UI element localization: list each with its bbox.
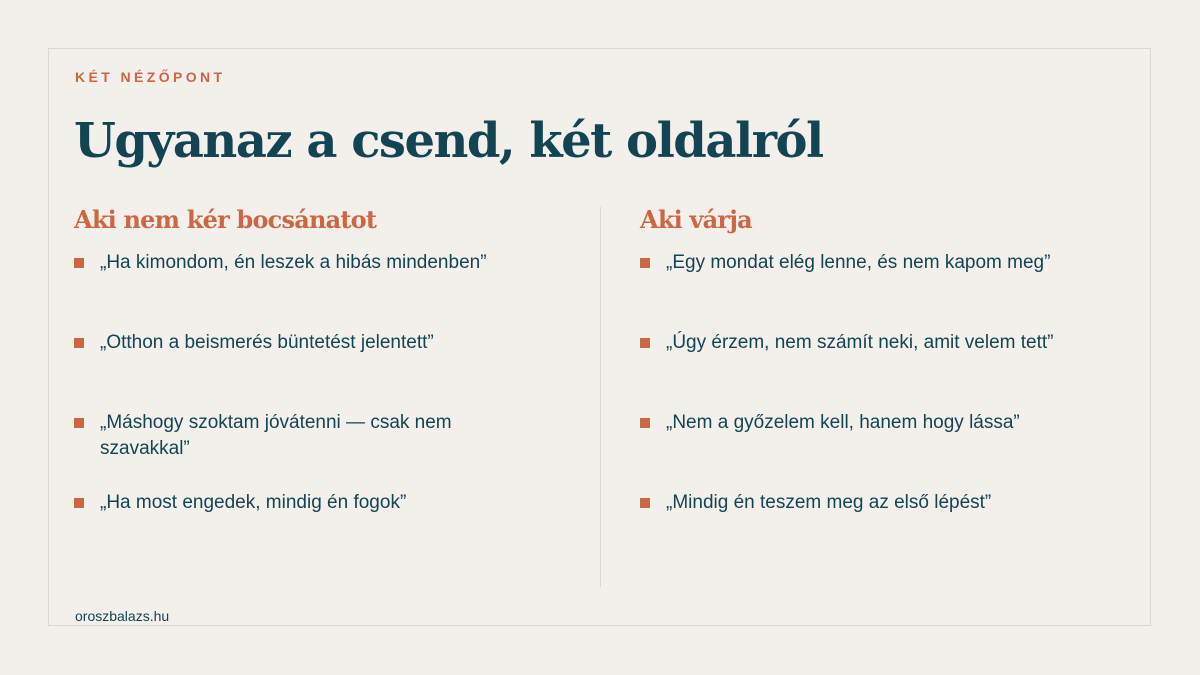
list-item (74, 250, 534, 276)
left-column (74, 205, 544, 513)
list-item (74, 490, 534, 516)
square-bullet-icon (74, 498, 84, 508)
list-item (74, 330, 534, 356)
list-item (640, 330, 1100, 356)
list-item (640, 410, 1100, 436)
left-column-heading: Aki nem kér bocsánatot (74, 205, 377, 234)
footer-link[interactable]: oroszbalazs.hu (75, 608, 170, 624)
square-bullet-icon (74, 418, 84, 428)
list-item-text: „Máshogy szoktam jóvátenni — csak nem szavakkal” (100, 412, 452, 459)
list-item (640, 490, 1100, 516)
square-bullet-icon (74, 338, 84, 348)
list-item (640, 250, 1100, 276)
right-column (640, 205, 1110, 513)
kicker-label: KÉT NÉZŐPONT (75, 69, 226, 85)
list-item-text: „Ha kimondom, én leszek a hibás mindenben” (100, 252, 487, 273)
list-item-text: „Úgy érzem, nem számít neki, amit velem tett” (666, 332, 1054, 353)
slide-frame (48, 48, 1151, 626)
list-item-text: „Ha most engedek, mindig én fogok” (100, 492, 407, 513)
square-bullet-icon (640, 498, 650, 508)
right-column-heading: Aki várja (640, 205, 752, 234)
column-divider (600, 207, 601, 587)
square-bullet-icon (640, 338, 650, 348)
square-bullet-icon (74, 258, 84, 268)
list-item-text: „Mindig én teszem meg az első lépést” (666, 492, 992, 513)
list-item-text: „Otthon a beismerés büntetést jelentett” (100, 332, 434, 353)
square-bullet-icon (640, 418, 650, 428)
list-item-text: „Nem a győzelem kell, hanem hogy lássa” (666, 412, 1020, 433)
list-item-text: „Egy mondat elég lenne, és nem kapom meg” (666, 252, 1051, 273)
slide-title: Ugyanaz a csend, két oldalról (74, 113, 823, 169)
square-bullet-icon (640, 258, 650, 268)
list-item (74, 410, 534, 462)
